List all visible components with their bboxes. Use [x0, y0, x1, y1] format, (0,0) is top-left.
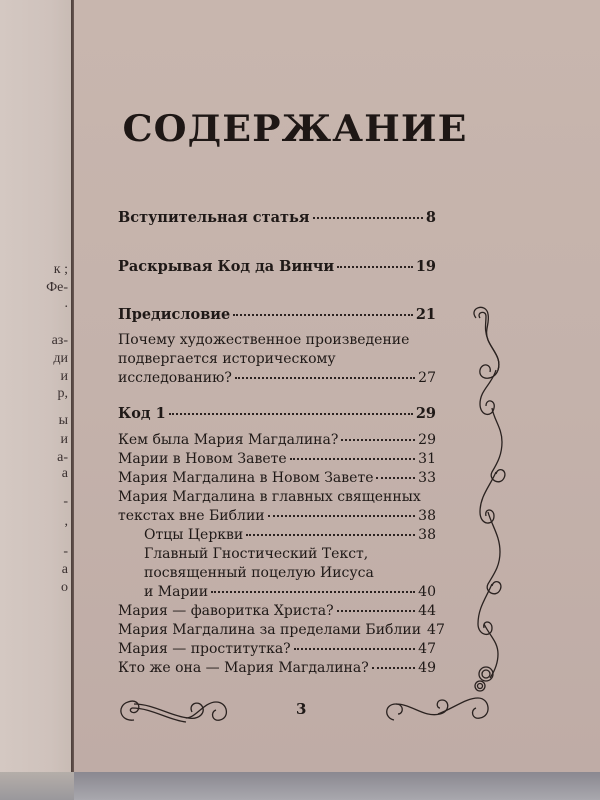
vertical-swirl-ornament — [462, 300, 522, 700]
left-page-bottom — [0, 772, 74, 800]
toc-entry[interactable] — [144, 526, 436, 545]
toc-entry-title: Раскрывая Код да Винчи — [118, 258, 335, 275]
page-title: СОДЕРЖАНИЕ — [122, 108, 468, 150]
toc-entry-title: Мария Магдалина за пределами Библии — [118, 622, 422, 638]
leader-dots — [246, 534, 415, 536]
left-page-fragment: а — [61, 562, 68, 577]
left-page-fragment: и — [60, 432, 68, 447]
toc-entry[interactable] — [118, 450, 436, 469]
toc-entry-title: текстах вне Библии — [118, 508, 265, 524]
toc-entry-title: исследованию? — [118, 370, 232, 386]
toc-entry-title: Кем была Мария Магдалина? — [118, 432, 339, 448]
table-surface — [0, 772, 600, 800]
toc-entry-title: и Марии — [144, 584, 209, 600]
leader-dots — [211, 591, 415, 593]
toc-entry[interactable] — [118, 208, 436, 227]
toc-entry[interactable] — [118, 640, 436, 659]
left-page-fragment: и — [60, 369, 68, 384]
left-page-fragment: - — [63, 544, 68, 559]
toc-entry-title: Мария — проститутка? — [118, 641, 291, 657]
toc-entry[interactable] — [118, 469, 436, 488]
toc-entry-page: 33 — [418, 470, 436, 486]
toc-entry-page: 21 — [415, 306, 436, 323]
bottom-right-swirl-ornament — [380, 680, 500, 730]
toc-entry-page: 47 — [427, 622, 445, 638]
leader-dots — [337, 610, 416, 612]
toc-entry-page: 38 — [418, 508, 436, 524]
toc-entry-title: Отцы Церкви — [144, 527, 244, 543]
toc-entry-title: Код 1 — [118, 405, 166, 422]
toc-entry-page: 44 — [418, 603, 436, 619]
toc-entry-page: 47 — [418, 641, 436, 657]
toc-entry-line: подвергается историческому — [118, 351, 336, 367]
toc-entry[interactable] — [118, 602, 436, 621]
toc-entry-page: 49 — [418, 660, 436, 676]
toc-entry-page: 38 — [418, 527, 436, 543]
toc-entry-line: посвященный поцелую Иисуса — [144, 565, 374, 581]
left-page-fragment: р, — [57, 386, 68, 401]
toc-entry[interactable] — [118, 431, 436, 450]
leader-dots — [290, 458, 416, 460]
bottom-left-swirl-ornament — [112, 690, 232, 730]
left-page-fragment: аз- — [51, 333, 68, 348]
leader-dots — [268, 515, 416, 517]
toc-entry-title: Мария Магдалина в Новом Завете — [118, 470, 374, 486]
toc-entry-page: 8 — [425, 209, 436, 226]
leader-dots — [169, 413, 413, 415]
left-page-fragment: а — [61, 466, 68, 481]
left-page-fragment: ы — [58, 413, 68, 428]
toc-entry-page: 19 — [415, 258, 436, 275]
toc-entry[interactable] — [118, 621, 445, 640]
toc-entry[interactable] — [118, 305, 436, 324]
leader-dots — [341, 439, 415, 441]
toc-entry[interactable] — [118, 331, 436, 388]
toc-entry[interactable] — [144, 545, 436, 602]
toc-entry-line: Мария Магдалина в главных священных — [118, 489, 421, 505]
toc-entry-title: Мария — фаворитка Христа? — [118, 603, 334, 619]
leader-dots — [235, 377, 415, 379]
leader-dots — [294, 648, 415, 650]
leader-dots — [233, 314, 413, 316]
toc-entry[interactable] — [118, 257, 436, 276]
toc-entry[interactable] — [118, 659, 436, 678]
left-page-fragment: , — [64, 514, 68, 529]
leader-dots — [376, 477, 415, 479]
left-page-edge — [0, 0, 72, 772]
toc-entry-page: 31 — [418, 451, 436, 467]
left-page-fragment: к ; — [53, 262, 68, 277]
left-page-fragment: о — [61, 580, 68, 595]
toc-entry-page: 40 — [418, 584, 436, 600]
toc-entry-page: 29 — [418, 432, 436, 448]
page-number: 3 — [296, 700, 307, 718]
toc-entry-line: Почему художественное произведение — [118, 332, 410, 348]
toc-entry-page: 27 — [418, 370, 436, 386]
toc-entry[interactable] — [118, 488, 436, 526]
toc-entry-title: Марии в Новом Завете — [118, 451, 287, 467]
toc-entry-title: Кто же она — Мария Магдалина? — [118, 660, 369, 676]
left-page-fragment: ди — [53, 351, 68, 366]
left-page-fragment: . — [64, 296, 68, 311]
toc-entry-line: Главный Гностический Текст, — [144, 546, 369, 562]
toc-entry-title: Предисловие — [118, 306, 231, 323]
leader-dots — [337, 266, 413, 268]
toc-entry[interactable] — [118, 404, 436, 423]
toc-entry-page: 29 — [415, 405, 436, 422]
toc-entry-title: Вступительная статья — [118, 209, 310, 226]
left-page-fragment: Фе- — [46, 280, 68, 295]
leader-dots — [313, 217, 423, 219]
left-page-fragment: - — [63, 494, 68, 509]
left-page-fragment: а- — [57, 450, 68, 465]
leader-dots — [372, 667, 415, 669]
